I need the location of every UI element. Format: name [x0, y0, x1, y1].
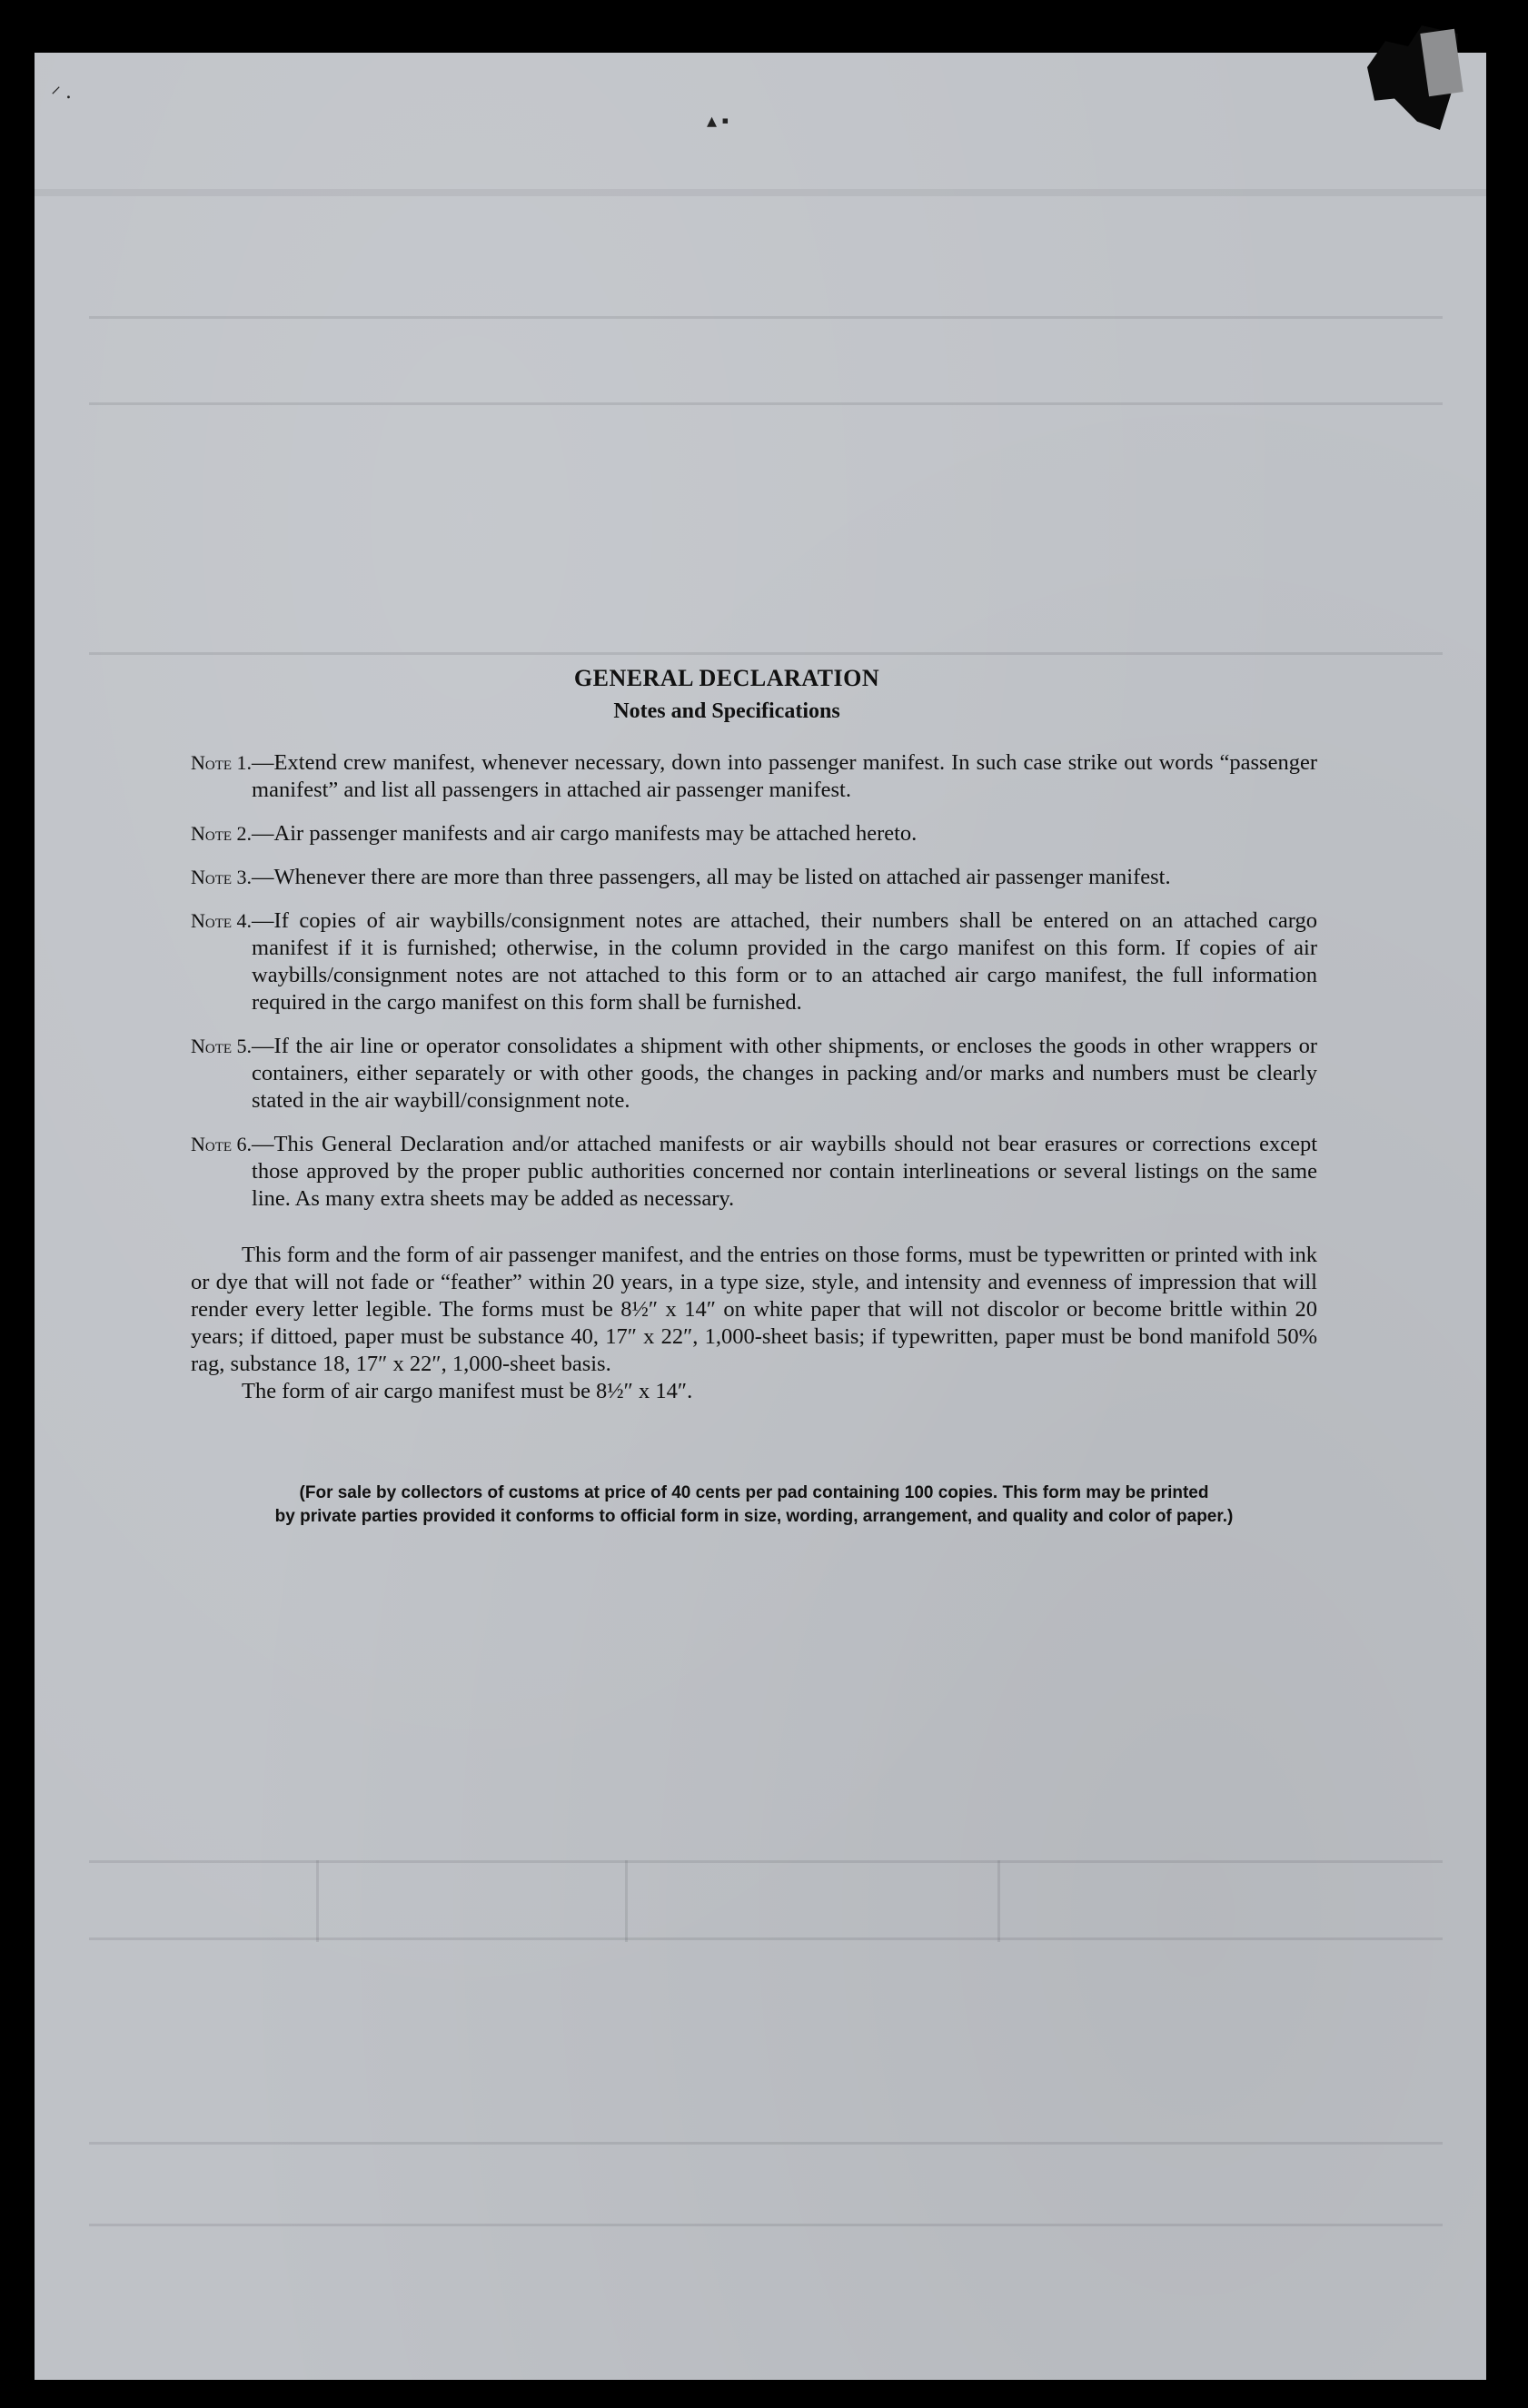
show-through-vline: [625, 1860, 628, 1942]
scan-specks: ⸍ ⸳: [51, 83, 72, 105]
note-text: —Whenever there are more than three passengers, all may be listed on attached air passenger manifest.: [252, 865, 1171, 889]
note-label: Note 3.: [191, 866, 253, 888]
show-through-vline: [316, 1860, 319, 1942]
scan-specks: ▴ ▪: [707, 109, 729, 132]
note-6: [191, 1131, 1317, 1213]
page-subtitle: Notes and Specifications: [613, 699, 840, 723]
notes-content: [191, 665, 1317, 1529]
show-through-line: [89, 652, 1443, 655]
note-label: Note 6.: [191, 1133, 253, 1155]
note-1: [191, 749, 1317, 804]
show-through-band: [35, 189, 1486, 196]
sale-notice: [191, 1481, 1317, 1529]
show-through-line: [89, 402, 1443, 405]
specification-paragraph: This form and the form of air passenger manifest, and the entries on those forms, must be typewritten or printed with ink or dye that will not fade or “feather” within 20 years, in a type size, style, and intensity and evenness of impression that will render every letter legible. The forms must be 8½″ x 14″ on white paper that will not discolor or become brittle within 20 years; if dittoed, paper must be substance 40, 17″ x 22″, 1,000-sheet basis; if typewritten, paper must be bond manifold 50% rag, substance 18, 17″ x 22″, 1,000-sheet basis.: [191, 1243, 1317, 1376]
sale-notice-line-1: (For sale by collectors of customs at price of 40 cents per pad containing 100 copies. This form may be printed: [299, 1483, 1209, 1502]
note-label: Note 4.: [191, 909, 253, 932]
note-label: Note 2.: [191, 822, 253, 845]
show-through-line: [89, 2142, 1443, 2145]
show-through-line: [89, 316, 1443, 319]
cargo-manifest-size-paragraph: The form of air cargo manifest must be 8½″ x 14″.: [242, 1379, 693, 1403]
note-5: [191, 1033, 1317, 1115]
page-title: GENERAL DECLARATION: [573, 665, 880, 691]
note-text: —Air passenger manifests and air cargo manifests may be attached hereto.: [252, 821, 918, 846]
note-4: [191, 907, 1317, 1016]
note-label: Note 1.: [191, 751, 253, 774]
sale-notice-line-2: by private parties provided it conforms to official form in size, wording, arrangement, and quality and color of paper.): [274, 1507, 1234, 1526]
note-2: [191, 820, 1317, 847]
note-text: —Extend crew manifest, whenever necessary, down into passenger manifest. In such case strike out words “passenger manifest” and list all passengers in attached air passenger manifest.: [252, 750, 1317, 802]
note-text: —If the air line or operator consolidates a shipment with other shipments, or encloses the goods in other wrappers or containers, either separately or with other goods, the changes in packing and/or marks and numbers must be clearly stated in the air waybill/consignment note.: [252, 1034, 1317, 1113]
note-3: [191, 864, 1317, 891]
note-text: —If copies of air waybills/consignment notes are attached, their numbers shall be entered on an attached cargo manifest if it is furnished; otherwise, in the column provided in the cargo manifest on this form. If copies of air waybills/consignment notes are not attached to this form or to an attached air cargo manifest, the full information required in the cargo manifest on this form shall be furnished.: [252, 908, 1317, 1015]
show-through-line: [89, 1937, 1443, 1940]
show-through-vline: [997, 1860, 1000, 1942]
show-through-line: [89, 2224, 1443, 2226]
note-text: —This General Declaration and/or attached manifests or air waybills should not bear erasures or corrections except those approved by the proper public authorities concerned nor contain interlineations or several listings on the same line. As many extra sheets may be added as necessary.: [252, 1132, 1317, 1211]
show-through-line: [89, 1860, 1443, 1863]
note-label: Note 5.: [191, 1035, 253, 1057]
notes-list: [191, 749, 1317, 1213]
